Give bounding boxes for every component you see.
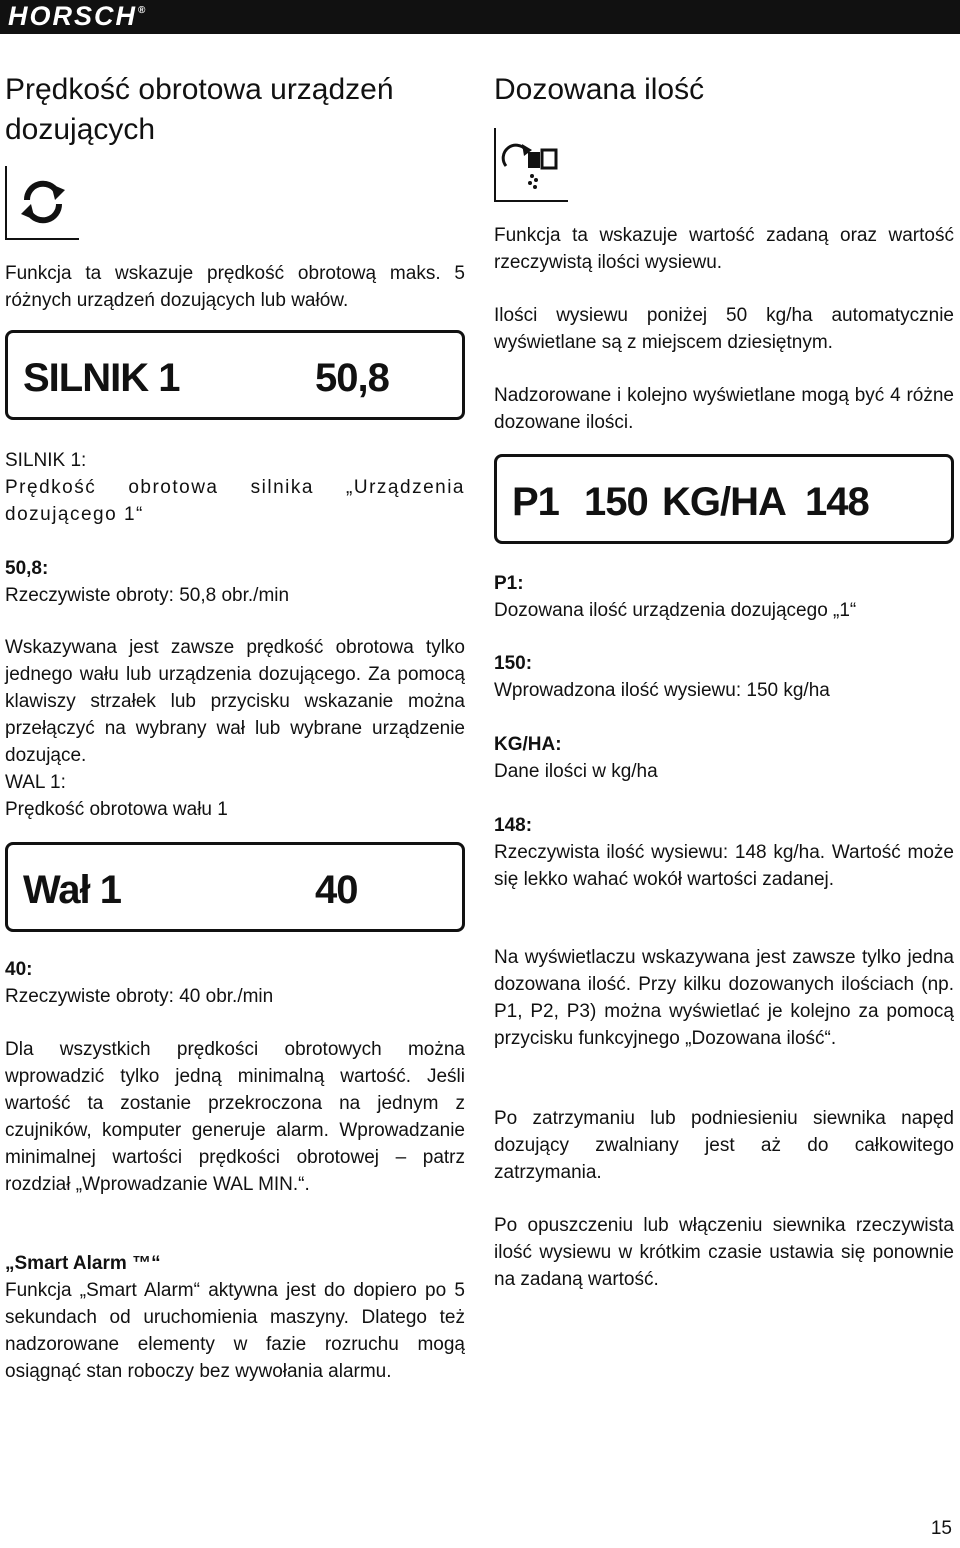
silnik-definition xyxy=(5,447,465,528)
smart-alarm-desc: Funkcja „Smart Alarm“ aktywna jest do dopiero po 5 sekundach od uruchomienia maszyny. Dlatego też nadzorowane elementy w fazie rozruchu mogą osiągnąć stan roboczy bez wywołania alarmu. xyxy=(5,1280,465,1382)
kgha-definition xyxy=(494,731,954,785)
silnik-desc: Prędkość obrotowa silnika „Urządzenia dozującego 1“ xyxy=(5,477,465,525)
logo-text: HORSCH xyxy=(8,1,138,31)
v148-term: 148: xyxy=(494,815,533,836)
wal-display-label: Wał 1 xyxy=(23,868,121,912)
v150-desc: Wprowadzona ilość wysiewu: 150 kg/ha xyxy=(494,680,830,701)
p1-term: P1: xyxy=(494,573,524,594)
kgha-desc: Dane ilości w kg/ha xyxy=(494,761,658,782)
value2-desc: Rzeczywiste obroty: 40 obr./min xyxy=(5,986,274,1007)
left-paragraph-1: Wskazywana jest zawsze prędkość obrotowa tylko jednego wału lub urządzenia dozującego. Za pomocą klawiszy strzałek lub przycisku wskazanie można przełączyć na wybrany wał lub wybrane urządzenie dozujące. xyxy=(5,637,465,766)
wal-display xyxy=(5,842,465,932)
dosing-display-set: 150 xyxy=(584,480,648,524)
wal-display-value: 40 xyxy=(315,868,358,912)
v148-definition xyxy=(494,812,954,893)
left-intro: Funkcja ta wskazuje prędkość obrotową maks. 5 różnych urządzeń dozujących lub wałów. xyxy=(5,263,465,311)
rotation-icon-frame xyxy=(5,166,79,240)
v150-definition xyxy=(494,650,954,704)
seed-dosing-icon xyxy=(496,128,568,200)
dosing-display-unit: KG/HA xyxy=(662,480,786,524)
header-bar xyxy=(0,0,960,34)
wal-definition xyxy=(5,769,465,823)
right-paragraph-6: Po opuszczeniu lub włączeniu siewnika rzeczywista ilość wysiewu w krótkim czasie ustawia się ponownie na zadaną wartość. xyxy=(494,1215,954,1290)
right-paragraph-2: Ilości wysiewu poniżej 50 kg/ha automatycznie wyświetlane są z miejscem dziesiętnym. xyxy=(494,305,954,353)
dosing-icon-frame xyxy=(494,128,568,202)
left-paragraph-2: Dla wszystkich prędkości obrotowych można wprowadzić tylko jedną minimalną wartość. Jeśli wartość ta zostanie przekroczona na jednym z czujników, komputer generuje alarm. Wprowadzanie minimalnej wartości prędkości obrotowej – patrz rozdział „Wprowadzanie WAL MIN.“. xyxy=(5,1039,465,1195)
kgha-term: KG/HA: xyxy=(494,734,562,755)
horsch-logo xyxy=(8,1,147,38)
v150-term: 150: xyxy=(494,653,533,674)
silnik-display-label: SILNIK 1 xyxy=(23,356,180,400)
logo-registered-mark: ® xyxy=(138,5,148,16)
value-term: 50,8: xyxy=(5,558,49,579)
value-definition xyxy=(5,555,465,609)
p1-desc: Dozowana ilość urządzenia dozującego „1“ xyxy=(494,600,857,621)
silnik-term: SILNIK 1: xyxy=(5,450,87,471)
value2-definition xyxy=(5,956,465,1010)
p1-definition xyxy=(494,570,954,624)
right-paragraph-5: Po zatrzymaniu lub podniesieniu siewnika napęd dozujący zwalniany jest aż do całkowitego zatrzymania. xyxy=(494,1108,954,1183)
left-section-title: Prędkość obrotowa urządzeń dozujących xyxy=(5,73,394,146)
right-paragraph-3: Nadzorowane i kolejno wyświetlane mogą być 4 różne dozowane ilości. xyxy=(494,385,954,433)
right-paragraph-4: Na wyświetlaczu wskazywana jest zawsze tylko jedna dozowana ilość. Przy kilku dozowanych ilościach (np. P1, P2, P3) można wyświetlać je kolejno za pomocą przycisku funkcyjnego „Dozowana ilość“. xyxy=(494,947,954,1049)
right-paragraph-1: Funkcja ta wskazuje wartość zadaną oraz wartość rzeczywistą ilości wysiewu. xyxy=(494,225,954,273)
wal-term: WAL 1: xyxy=(5,772,66,793)
dosing-display-actual: 148 xyxy=(805,480,869,524)
dosing-display-p: P1 xyxy=(512,480,559,524)
v148-desc: Rzeczywista ilość wysiewu: 148 kg/ha. Wartość może się lekko wahać wokół wartości zadanej. xyxy=(494,842,954,890)
value-desc: Rzeczywiste obroty: 50,8 obr./min xyxy=(5,585,290,606)
rotation-arrows-icon xyxy=(7,166,79,238)
wal-desc: Prędkość obrotowa wału 1 xyxy=(5,799,228,820)
value2-term: 40: xyxy=(5,959,33,980)
silnik-display xyxy=(5,330,465,420)
smart-alarm-title: „Smart Alarm ™“ xyxy=(5,1253,161,1274)
smart-alarm-section xyxy=(5,1250,465,1385)
silnik-display-value: 50,8 xyxy=(315,356,389,400)
right-section-title: Dozowana ilość xyxy=(494,73,705,106)
page-number: 15 xyxy=(930,1518,952,1539)
dosing-display xyxy=(494,454,954,544)
